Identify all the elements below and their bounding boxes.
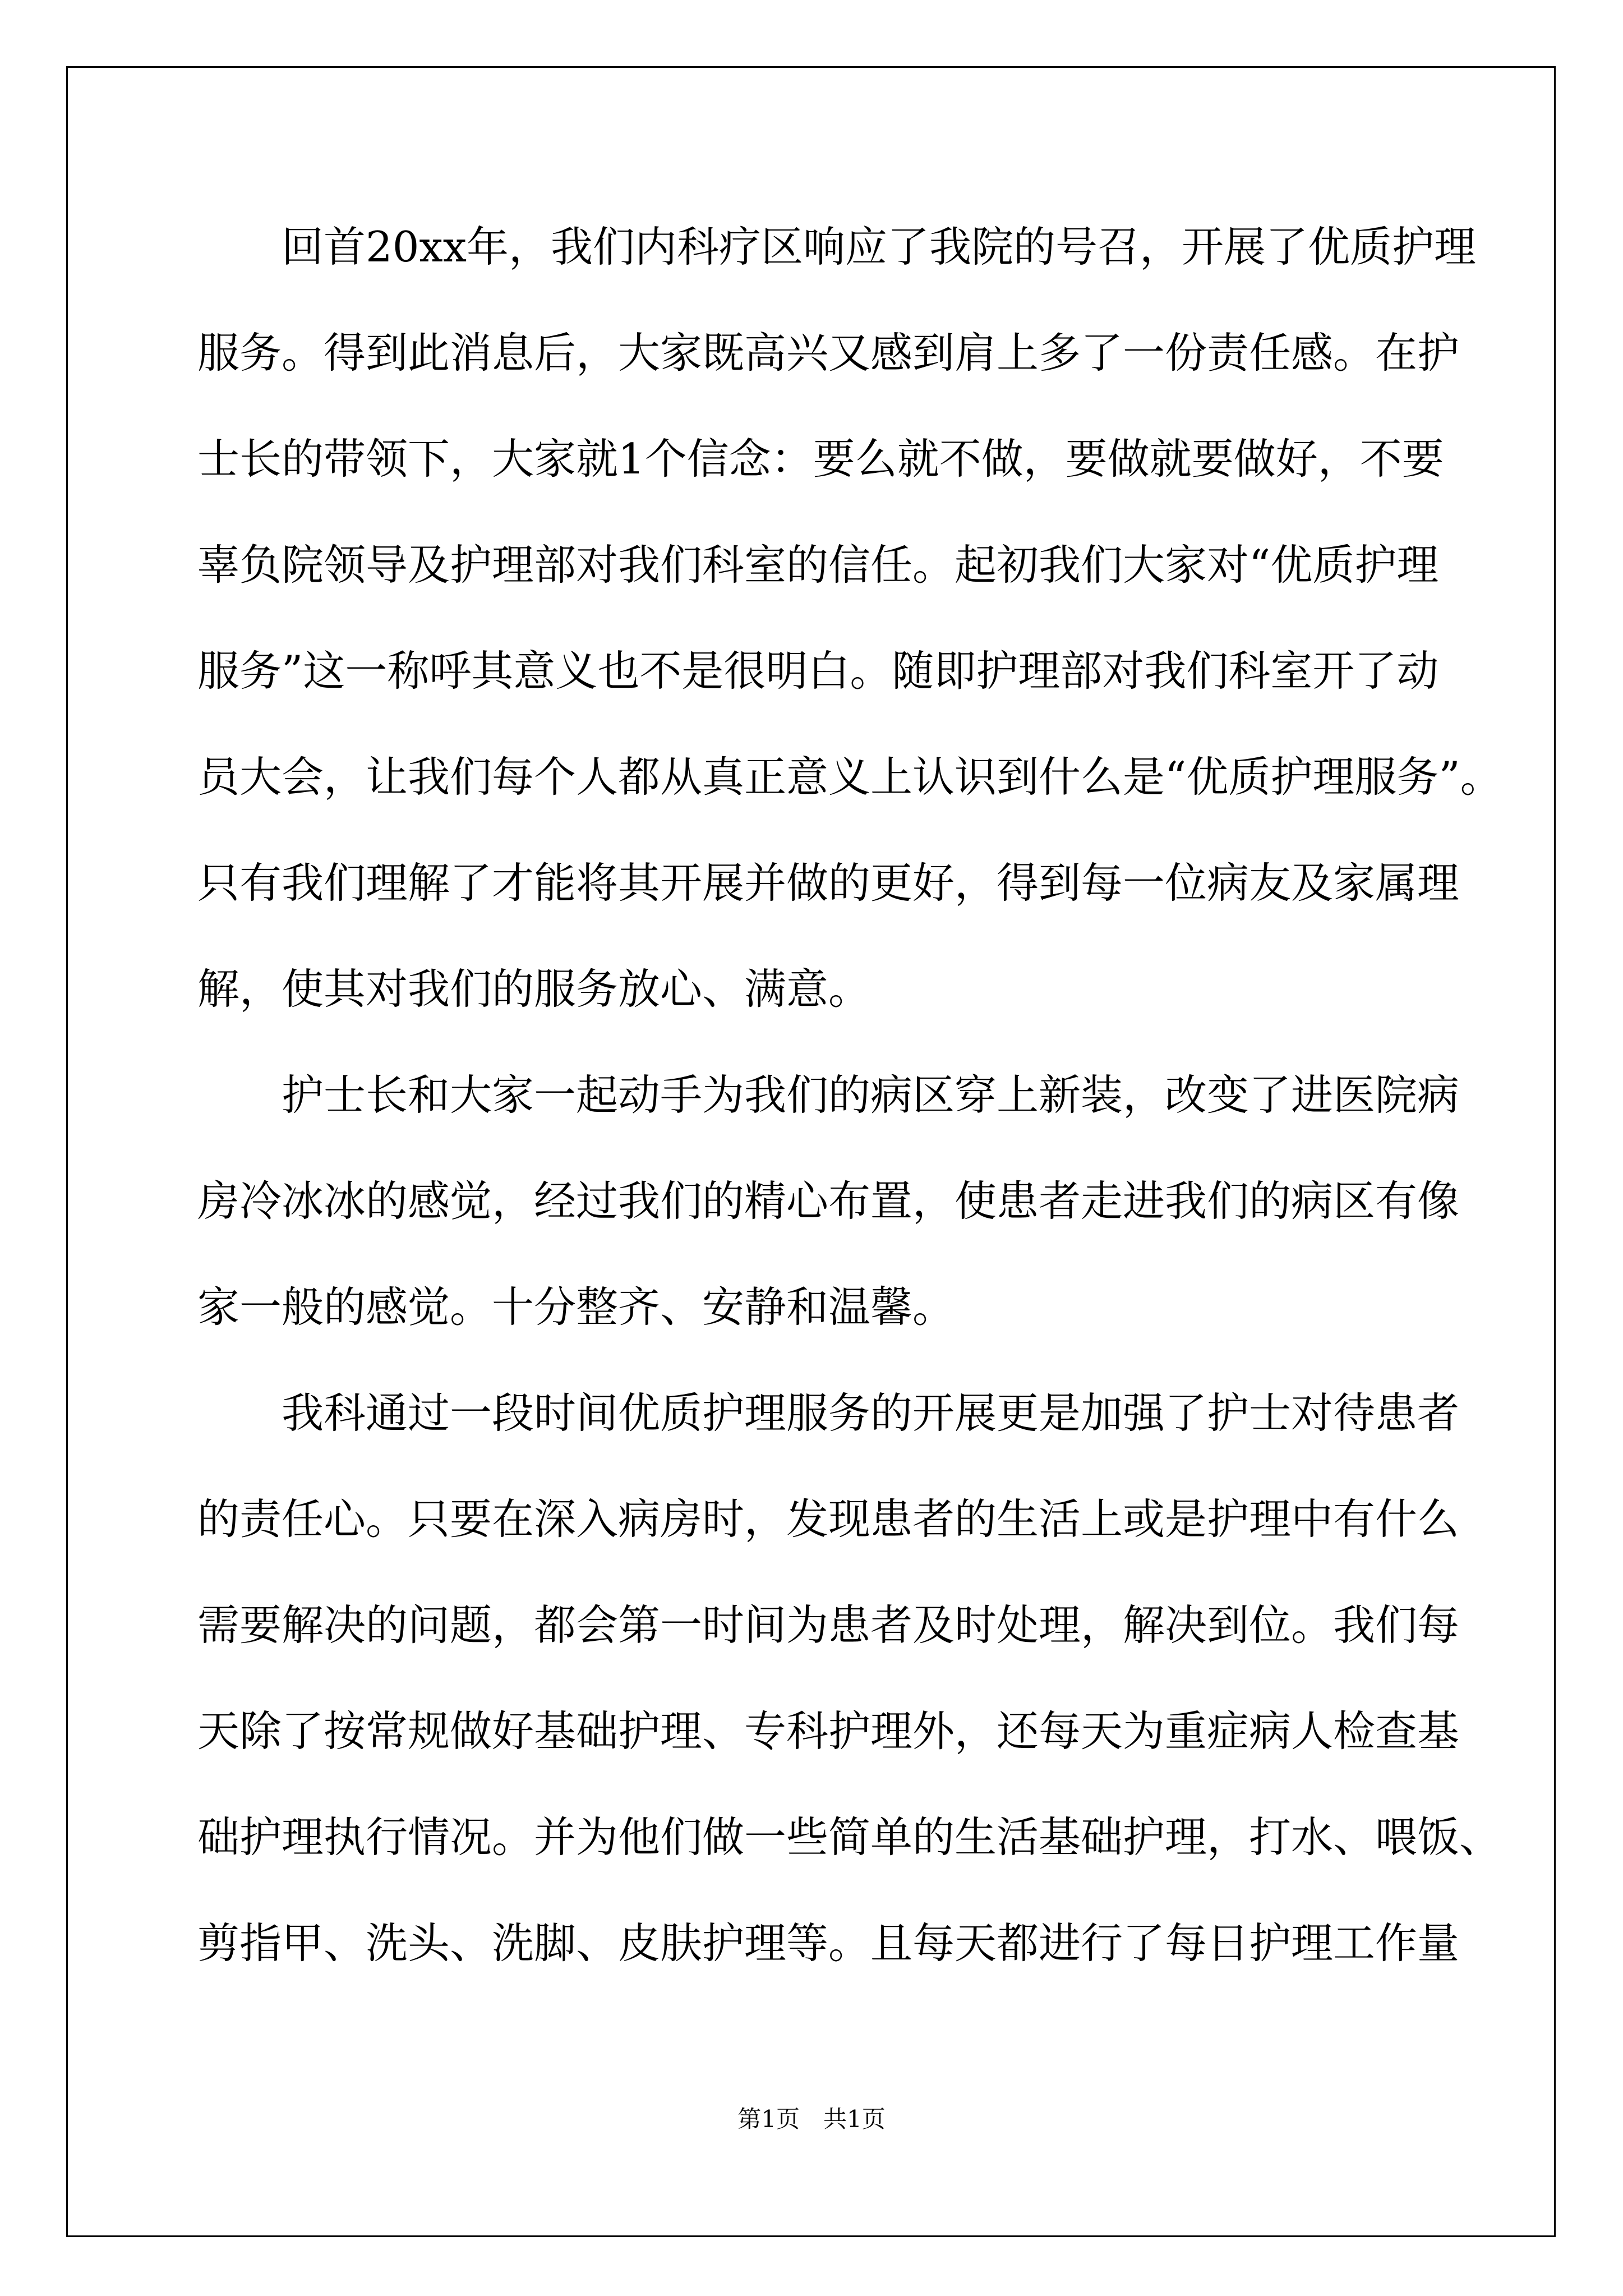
text-line: 础护理执行情况。并为他们做一些简单的生活基础护理，打水、喂饭、 xyxy=(197,1812,1502,1862)
text-line: 我科通过一段时间优质护理服务的开展更是加强了护士对待患者 xyxy=(197,1388,1460,1438)
text-line: 服务。得到此消息后，大家既高兴又感到肩上多了一份责任感。在护 xyxy=(197,328,1460,378)
text-line: 解，使其对我们的服务放心、满意。 xyxy=(197,964,871,1014)
text-line: 服务”这一称呼其意义也不是很明白。随即护理部对我们科室开了动 xyxy=(197,646,1439,696)
text-line: 护士长和大家一起动手为我们的病区穿上新装，改变了进医院病 xyxy=(197,1070,1460,1120)
text-line: 辜负院领导及护理部对我们科室的信任。起初我们大家对“优质护理 xyxy=(197,540,1439,590)
text-line: 需要解决的问题，都会第一时间为患者及时处理，解决到位。我们每 xyxy=(197,1600,1460,1650)
text-line: 天除了按常规做好基础护理、专科护理外，还每天为重症病人检查基 xyxy=(197,1706,1460,1756)
text-line: 回首20xx年，我们内科疗区响应了我院的号召，开展了优质护理 xyxy=(197,222,1477,272)
text-line: 只有我们理解了才能将其开展并做的更好，得到每一位病友及家属理 xyxy=(197,858,1460,908)
text-line: 士长的带领下，大家就1个信念：要么就不做，要做就要做好，不要 xyxy=(197,434,1444,484)
text-line: 的责任心。只要在深入病房时，发现患者的生活上或是护理中有什么 xyxy=(197,1494,1460,1544)
text-line: 员大会，让我们每个人都从真正意义上认识到什么是“优质护理服务”。 xyxy=(197,752,1502,802)
page-footer: 第1页 共1页 xyxy=(737,2105,886,2133)
text-line: 房冷冰冰的感觉，经过我们的精心布置，使患者走进我们的病区有像 xyxy=(197,1176,1460,1226)
document-body xyxy=(197,219,1502,2021)
text-line: 家一般的感觉。十分整齐、安静和温馨。 xyxy=(197,1282,955,1332)
text-line: 剪指甲、洗头、洗脚、皮肤护理等。且每天都进行了每日护理工作量 xyxy=(197,1918,1460,1968)
